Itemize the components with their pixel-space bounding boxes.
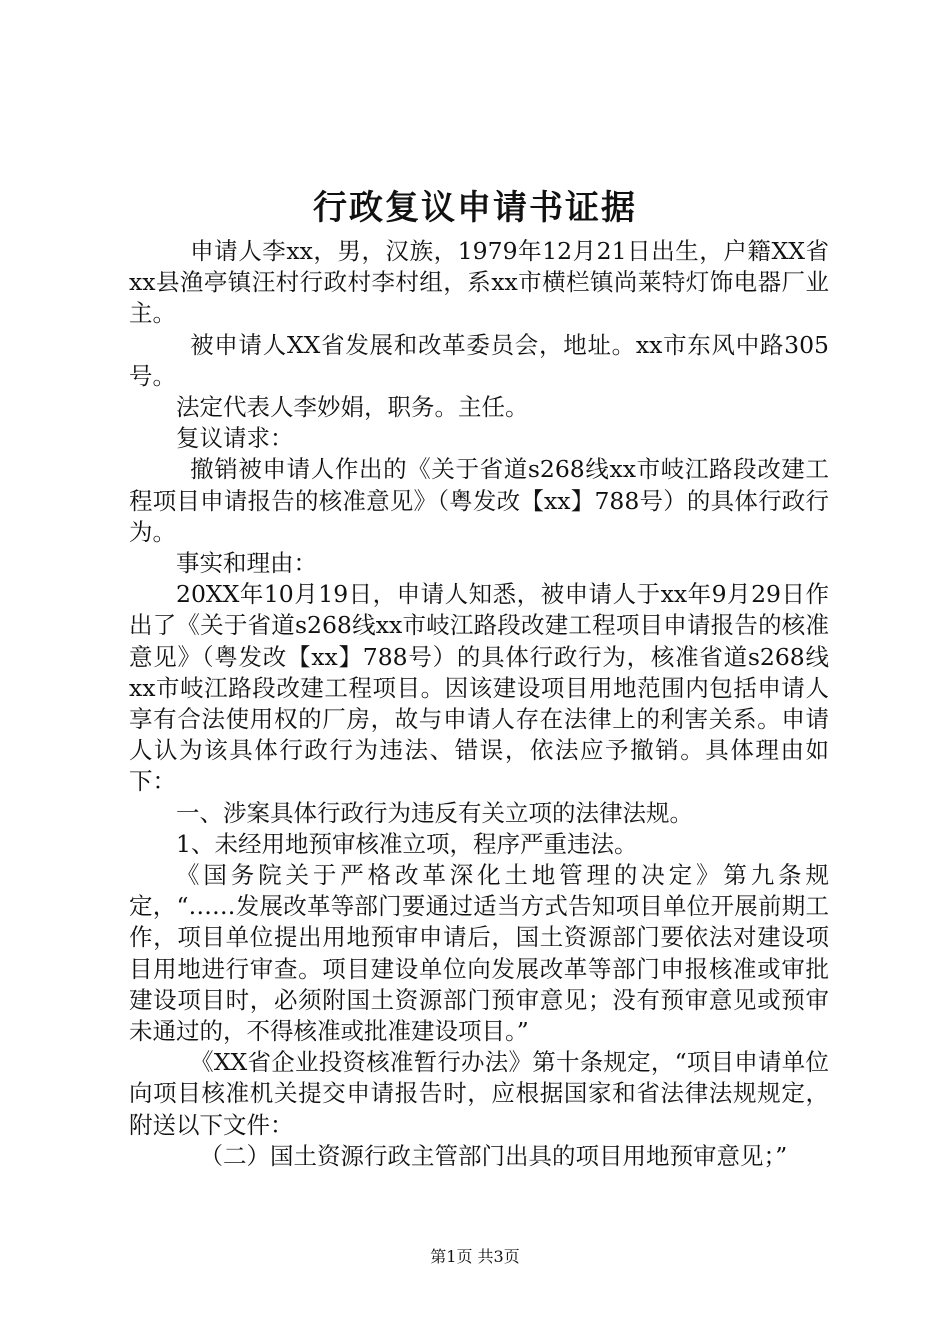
paragraph-respondent: 被申请人XX省发展和改革委员会，地址。xx市东风中路305号。 (129, 330, 829, 390)
paragraph-provincial-measures: 《XX省企业投资核准暂行办法》第十条规定，“项目申请单位向项目核准机关提交申请报告时，应根据国家和省法律法规规定，附送以下文件： (129, 1048, 829, 1139)
heading-review-request: 复议请求： (176, 424, 294, 453)
paragraph-state-council-decision: 《国务院关于严格改革深化土地管理的决定》第九条规定，“……发展改革等部门要通过适当方式告知项目单位开展前期工作，项目单位提出用地预审申请后，国土资源部门要依法对建设项目用地进行审查。项目建设单位向发展改革等部门申报核准或审批建设项目时，必须附国土资源部门预审意见；没有预审意见或预审未通过的，不得核准或批准建设项目。” (129, 861, 829, 1046)
paragraph-facts: 20XX年10月19日，申请人知悉，被申请人于xx年9月29日作出了《关于省道s268线xx市岐江路段改建工程项目申请报告的核准意见》（粤发改【xx】788号）的具体行政行为，核准省道s268线xx市岐江路段改建工程项目。因该建设项目用地范围内包括申请人享有合法使用权的厂房，故与申请人存在法律上的利害关系。申请人认为该具体行政行为违法、错误，依法应予撤销。具体理由如下： (129, 580, 829, 796)
page-footer: 第1页 共3页 (430, 1247, 520, 1266)
paragraph-required-document: （二）国土资源行政主管部门出具的项目用地预审意见；” (199, 1141, 788, 1170)
paragraph-legal-representative: 法定代表人李妙娟，职务。主任。 (176, 393, 529, 422)
heading-facts-reasons: 事实和理由： (176, 549, 317, 578)
heading-section-one: 一、涉案具体行政行为违反有关立项的法律法规。 (176, 798, 693, 827)
document-title: 行政复议申请书证据 (313, 188, 637, 228)
paragraph-applicant: 申请人李xx，男，汉族，1979年12月21日出生，户籍XX省xx县渔亭镇汪村行政村李村组，系xx市横栏镇尚莱特灯饰电器厂业主。 (129, 237, 829, 328)
document-body (129, 236, 829, 1172)
paragraph-review-request: 撤销被申请人作出的《关于省道s268线xx市岐江路段改建工程项目申请报告的核准意见》（粤发改【xx】788号）的具体行政行为。 (129, 455, 829, 546)
heading-item-one: 1、未经用地预审核准立项，程序严重违法。 (176, 829, 638, 858)
